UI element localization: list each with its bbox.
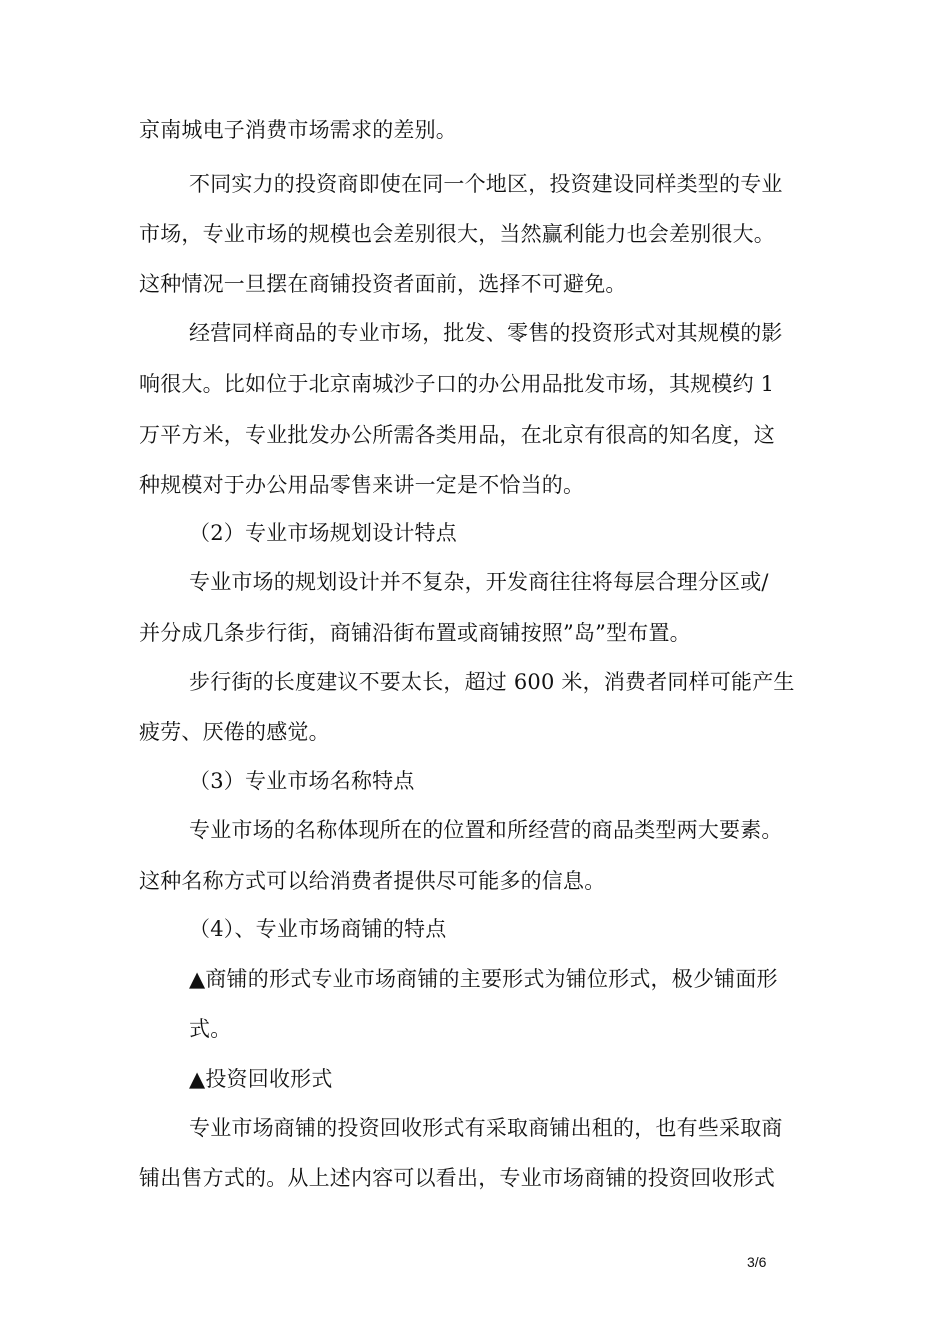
paragraph-line: 并分成几条步行街，商铺沿街布置或商铺按照”岛”型布置。: [139, 621, 691, 645]
paragraph-line: 这种名称方式可以给消费者提供尽可能多的信息。: [139, 869, 606, 893]
paragraph-line: 专业市场的规划设计并不复杂，开发商往往将每层合理分区或/: [189, 570, 769, 594]
paragraph-line: 京南城电子消费市场需求的差别。: [139, 118, 457, 142]
paragraph-line: 这种情况一旦摆在商铺投资者面前，选择不可避免。: [139, 272, 627, 296]
bullet-line: ▲商铺的形式专业市场商铺的主要形式为铺位形式，极少铺面形: [189, 967, 778, 991]
section-heading: （3）专业市场名称特点: [189, 769, 415, 793]
paragraph-line: 响很大。比如位于北京南城沙子口的办公用品批发市场，其规模约 1: [139, 372, 775, 396]
paragraph-line: 铺出售方式的。从上述内容可以看出，专业市场商铺的投资回收形式: [139, 1166, 775, 1190]
paragraph-line: 专业市场的名称体现所在的位置和所经营的商品类型两大要素。: [189, 818, 783, 842]
bullet-line: 式。: [189, 1017, 232, 1041]
paragraph-line: 专业市场商铺的投资回收形式有采取商铺出租的，也有些采取商: [189, 1116, 783, 1140]
paragraph-line: 市场，专业市场的规模也会差别很大，当然赢利能力也会差别很大。: [139, 222, 775, 246]
section-heading: （2）专业市场规划设计特点: [189, 521, 457, 545]
paragraph-line: 步行街的长度建议不要太长，超过 600 米，消费者同样可能产生: [189, 670, 795, 694]
paragraph-line: 疲劳、厌倦的感觉。: [139, 720, 330, 744]
section-heading: （4）、专业市场商铺的特点: [189, 917, 447, 941]
bullet-heading: ▲投资回收形式: [189, 1067, 333, 1091]
paragraph-line: 经营同样商品的专业市场，批发、零售的投资形式对其规模的影: [189, 321, 783, 345]
paragraph-line: 不同实力的投资商即使在同一个地区，投资建设同样类型的专业: [189, 172, 783, 196]
page-number: 3/6: [747, 1254, 767, 1270]
paragraph-line: 万平方米，专业批发办公所需各类用品，在北京有很高的知名度，这: [139, 423, 775, 447]
paragraph-line: 种规模对于办公用品零售来讲一定是不恰当的。: [139, 473, 585, 497]
